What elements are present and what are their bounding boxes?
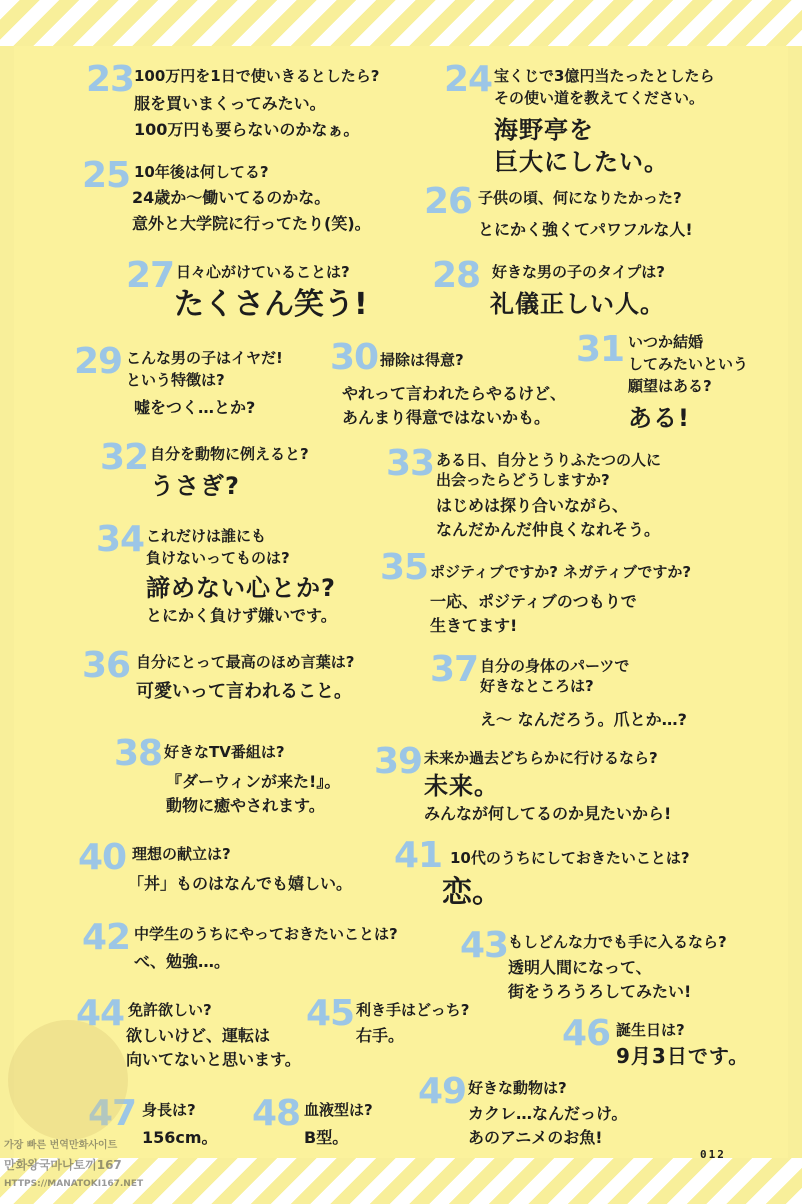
question-text: 免許欲しい? bbox=[128, 1001, 212, 1019]
answer-text: たくさん笑う! bbox=[174, 287, 368, 322]
question-number: 49 bbox=[418, 1071, 467, 1112]
question-number: 35 bbox=[380, 547, 429, 588]
question-text: 出会ったらどうしますか? bbox=[436, 471, 610, 489]
watermark-line-3: HTTPS://MANATOKI167.NET bbox=[4, 1179, 144, 1189]
question-text: 10年後は何してる? bbox=[134, 163, 269, 181]
answer-text: 向いてないと思います。 bbox=[126, 1050, 301, 1069]
answer-text: 礼儀正しい人。 bbox=[490, 290, 665, 318]
question-number: 45 bbox=[306, 993, 355, 1034]
question-text: 好きな男の子のタイプは? bbox=[492, 263, 665, 281]
question-number: 23 bbox=[86, 59, 135, 100]
question-text: 10代のうちにしておきたいことは? bbox=[450, 849, 690, 867]
answer-text: やれって言われたらやるけど、 bbox=[342, 384, 567, 403]
answer-text: 嘘をつく…とか? bbox=[134, 398, 256, 417]
question-text: 未来か過去どちらかに行けるなら? bbox=[424, 749, 658, 767]
question-text: 誕生日は? bbox=[616, 1021, 685, 1039]
question-text: 掃除は得意? bbox=[380, 351, 464, 369]
question-number: 38 bbox=[114, 733, 163, 774]
question-text: 日々心がけていることは? bbox=[176, 263, 350, 281]
question-text: 血液型は? bbox=[304, 1101, 373, 1119]
question-text: 好きな動物は? bbox=[468, 1079, 567, 1097]
watermark-line-2: 만화왕국마나토끼167 bbox=[4, 1158, 122, 1172]
question-number: 39 bbox=[374, 741, 423, 782]
question-text: 理想の献立は? bbox=[132, 845, 231, 863]
answer-text: 可愛いって言われること。 bbox=[136, 681, 352, 702]
watermark-logo-icon bbox=[8, 1020, 128, 1140]
question-text: いつか結婚 bbox=[628, 333, 704, 351]
question-number: 31 bbox=[576, 329, 625, 370]
answer-text: とにかく強くてパワフルな人! bbox=[478, 220, 693, 239]
answer-text: なんだかんだ仲良くなれそう。 bbox=[436, 520, 661, 539]
question-number: 30 bbox=[330, 337, 379, 378]
question-text: ポジティブですか? ネガティブですか? bbox=[430, 563, 692, 581]
question-text: 好きなところは? bbox=[480, 677, 594, 695]
question-number: 44 bbox=[76, 993, 125, 1034]
question-text: もしどんな力でも手に入るなら? bbox=[508, 933, 727, 951]
question-number: 24 bbox=[444, 59, 493, 100]
question-number: 29 bbox=[74, 341, 123, 382]
answer-text: 街をうろうろしてみたい! bbox=[508, 982, 692, 1001]
question-text: 負けないってものは? bbox=[146, 549, 290, 567]
top-stripe-border bbox=[0, 0, 802, 46]
question-number: 48 bbox=[252, 1093, 301, 1134]
answer-text: あんまり得意ではないかも。 bbox=[342, 408, 551, 427]
answer-text: 諦めない心とか? bbox=[146, 574, 336, 602]
question-number: 36 bbox=[82, 645, 131, 686]
answer-text: 服を買いまくってみたい。 bbox=[134, 94, 326, 113]
question-text: 自分の身体のパーツで bbox=[480, 657, 630, 675]
question-number: 27 bbox=[126, 255, 175, 296]
answer-text: 『ダーウィンが来た!』。 bbox=[166, 772, 341, 791]
question-number: 34 bbox=[96, 519, 145, 560]
answer-text: B型。 bbox=[304, 1128, 349, 1147]
answer-text: 意外と大学院に行ってたり(笑)。 bbox=[132, 214, 371, 233]
question-text: これだけは誰にも bbox=[146, 527, 267, 545]
answer-text: 動物に癒やされます。 bbox=[166, 796, 325, 815]
question-number: 47 bbox=[88, 1093, 137, 1134]
question-text: してみたいという bbox=[628, 355, 749, 373]
question-number: 33 bbox=[386, 443, 435, 484]
question-text: 願望はある? bbox=[628, 377, 712, 395]
answer-text: 24歳か〜働いてるのかな。 bbox=[132, 188, 331, 207]
question-number: 28 bbox=[432, 255, 481, 296]
answer-text: 9月3日です。 bbox=[616, 1044, 750, 1068]
answer-text: 巨大にしたい。 bbox=[494, 148, 669, 176]
question-text: 利き手はどっち? bbox=[356, 1001, 470, 1019]
question-text: 子供の頃、何になりたかった? bbox=[478, 189, 682, 207]
answer-text: あのアニメのお魚! bbox=[468, 1128, 603, 1147]
question-number: 25 bbox=[82, 155, 131, 196]
answer-text: 恋。 bbox=[442, 875, 502, 910]
answer-text: 一応、ポジティブのつもりで bbox=[430, 592, 637, 611]
question-text: 自分を動物に例えると? bbox=[150, 445, 309, 463]
question-text: こんな男の子はイヤだ! bbox=[126, 349, 283, 367]
question-number: 43 bbox=[460, 925, 509, 966]
answer-text: はじめは探り合いながら、 bbox=[436, 496, 629, 515]
question-text: 中学生のうちにやっておきたいことは? bbox=[134, 925, 398, 943]
question-text: という特徴は? bbox=[126, 371, 225, 389]
question-number: 41 bbox=[394, 835, 443, 876]
question-text: 100万円を1日で使いきるとしたら? bbox=[134, 67, 380, 85]
answer-text: カクレ…なんだっけ。 bbox=[468, 1104, 628, 1123]
answer-text: 欲しいけど、運転は bbox=[126, 1026, 271, 1045]
question-text: ある日、自分とうりふたつの人に bbox=[436, 451, 662, 469]
answer-text: 「丼」ものはなんでも嬉しい。 bbox=[128, 874, 353, 893]
answer-text: 透明人間になって、 bbox=[508, 958, 652, 977]
answer-text: ある! bbox=[628, 404, 690, 432]
question-text: 自分にとって最高のほめ言葉は? bbox=[136, 653, 355, 671]
question-number: 26 bbox=[424, 181, 473, 222]
answer-text: みんなが何してるのか見たいから! bbox=[424, 804, 672, 823]
answer-text: べ、勉強…。 bbox=[134, 952, 231, 971]
question-number: 37 bbox=[430, 649, 479, 690]
answer-text: うさぎ? bbox=[150, 472, 240, 500]
answer-text: 100万円も要らないのかなぁ。 bbox=[134, 120, 360, 139]
question-text: 好きなTV番組は? bbox=[164, 743, 285, 761]
question-number: 40 bbox=[78, 837, 127, 878]
answer-text: 海野亭を bbox=[494, 116, 594, 144]
question-number: 42 bbox=[82, 917, 131, 958]
answer-text: 未来。 bbox=[424, 772, 499, 800]
answer-text: え〜 なんだろう。爪とか…? bbox=[480, 710, 687, 729]
answer-text: とにかく負けず嫌いです。 bbox=[146, 606, 337, 625]
watermark-line-1: 가장 빠른 번역만화사이트 bbox=[4, 1140, 118, 1151]
answer-text: 生きてます! bbox=[430, 616, 518, 635]
answer-text: 右手。 bbox=[356, 1026, 405, 1045]
question-number: 46 bbox=[562, 1013, 611, 1054]
question-text: 宝くじで3億円当たったとしたら bbox=[494, 67, 715, 85]
answer-text: 156cm。 bbox=[142, 1128, 218, 1147]
site-watermark bbox=[0, 1020, 150, 1200]
question-text: その使い道を教えてください。 bbox=[494, 89, 705, 107]
question-number: 32 bbox=[100, 437, 149, 478]
page-number: 012 bbox=[700, 1148, 726, 1161]
question-text: 身長は? bbox=[142, 1101, 196, 1119]
